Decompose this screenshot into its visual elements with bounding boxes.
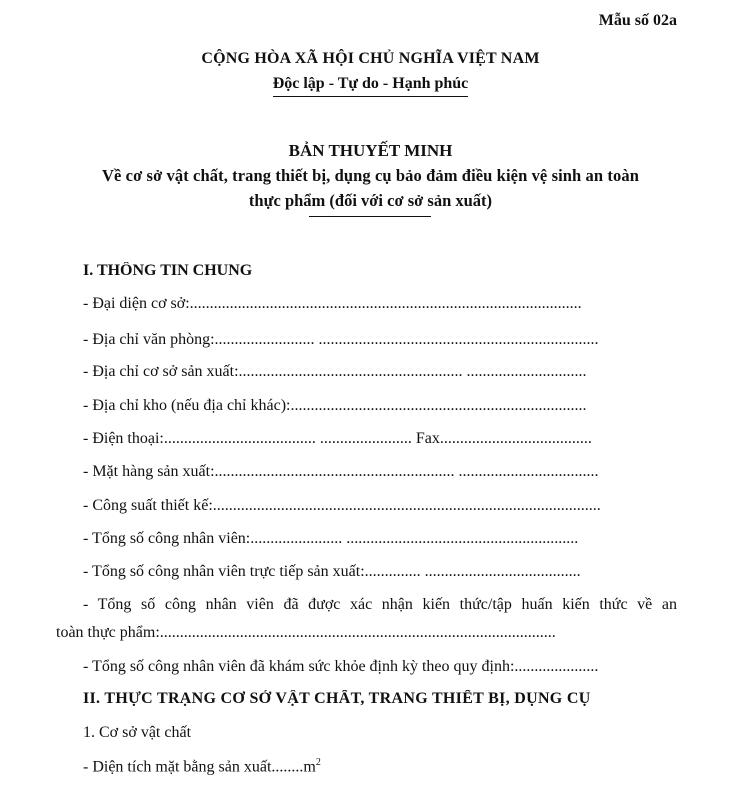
document-subtitle-line-2: thực phẩm (đối với cơ sở sản xuất) xyxy=(248,191,493,210)
production-area-label: - Diện tích mặt bằng sản xuất........m xyxy=(83,758,316,776)
section-2-heading: II. THỰC TRẠNG CƠ SỞ VẬT CHẤT, TRANG THIẾT BỊ, DỤNG CỤ xyxy=(83,690,591,707)
field-representative: - Đại diện cơ sở:.................................................................................................. xyxy=(83,295,582,312)
field-total-staff: - Tổng số công nhân viên:....................... .......................................................... xyxy=(83,530,579,547)
document-title: BẢN THUYẾT MINH xyxy=(288,141,453,160)
subsection-facilities: 1. Cơ sở vật chất xyxy=(83,724,192,741)
motto-text: Độc lập - Tự do - Hạnh phúc xyxy=(273,75,469,97)
field-office-address: - Địa chỉ văn phòng:......................... ...................................................................... xyxy=(83,331,599,348)
field-health-check-staff: - Tổng số công nhân viên đã khám sức khỏe định kỳ theo quy định:..................... xyxy=(83,658,599,675)
motto xyxy=(0,75,741,97)
title-underline xyxy=(309,216,431,217)
field-products: - Mặt hàng sản xuất:............................................................ ................................... xyxy=(83,463,599,480)
field-production-address: - Địa chỉ cơ sở sản xuất:........................................................ .............................. xyxy=(83,363,587,380)
field-production-area xyxy=(83,757,677,776)
field-warehouse-address: - Địa chỉ kho (nếu địa chỉ khác):.......................................................................... xyxy=(83,397,587,414)
section-1-heading: I. THÔNG TIN CHUNG xyxy=(83,262,253,279)
field-trained-staff-line-1: - Tổng số công nhân viên đã được xác nhận kiến thức/tập huấn kiến thức về an xyxy=(83,596,677,613)
field-design-capacity: - Công suất thiết kế:................................................................................................. xyxy=(83,497,601,514)
document-subtitle-line-1: Về cơ sở vật chất, trang thiết bị, dụng cụ bảo đảm điều kiện vệ sinh an toàn xyxy=(102,166,639,185)
field-production-staff: - Tổng số công nhân viên trực tiếp sản xuất:.............. ....................................... xyxy=(83,563,581,580)
nation-heading: CỘNG HÒA XÃ HỘI CHỦ NGHĨA VIỆT NAM xyxy=(201,50,540,67)
form-number: Mẫu số 02a xyxy=(598,12,677,29)
field-phone-fax: - Điện thoại:...................................... ....................... Fax...................................... xyxy=(83,430,592,447)
field-trained-staff-line-2: toàn thực phẩm:................................................................................................... xyxy=(56,624,556,641)
area-unit-exponent: 2 xyxy=(315,757,321,768)
